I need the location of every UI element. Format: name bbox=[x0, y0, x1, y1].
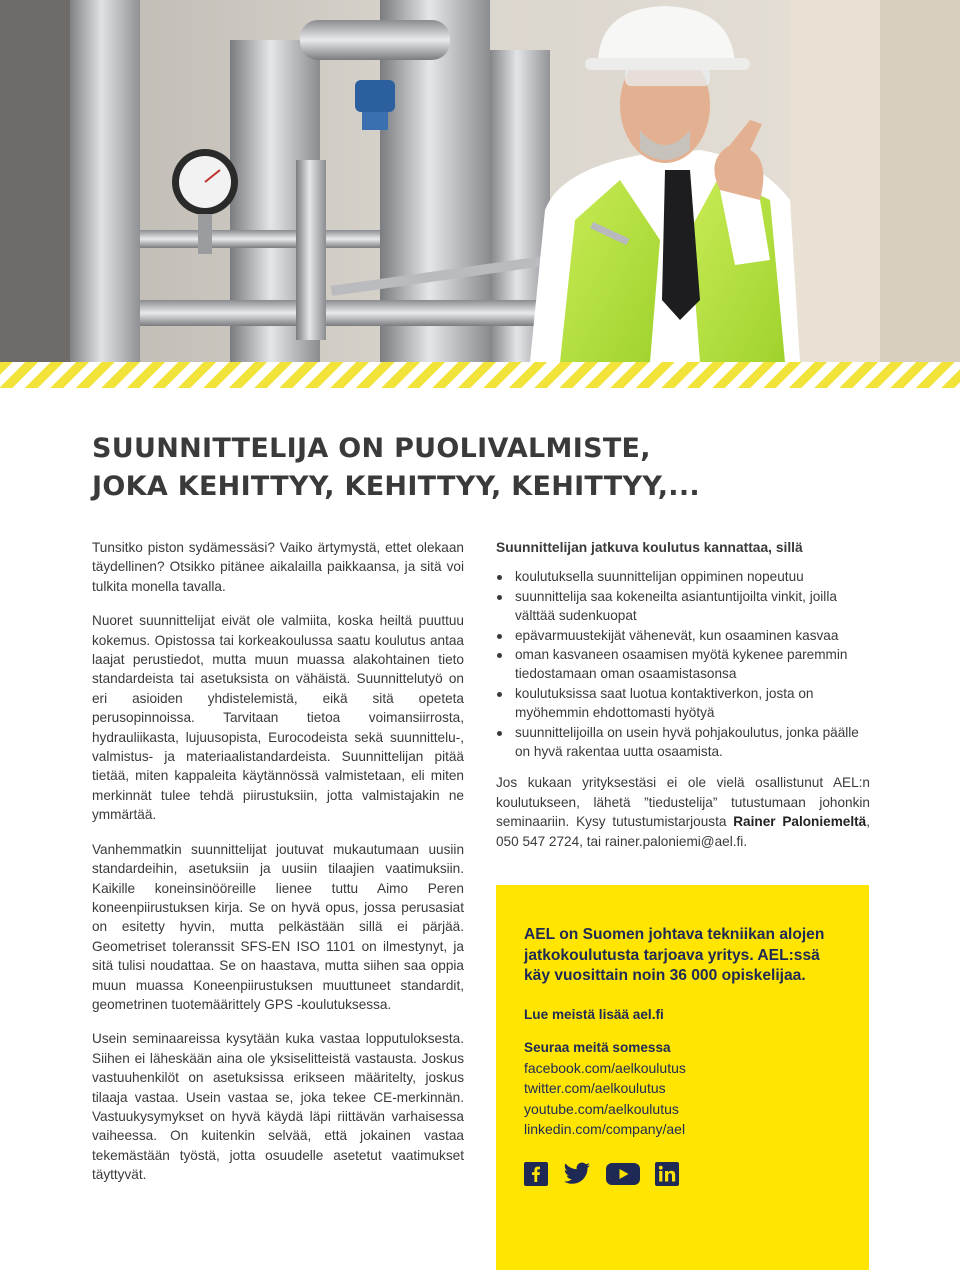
linkedin-link[interactable]: linkedin.com/company/ael bbox=[524, 1121, 686, 1138]
page-title-line-2: JOKA KEHITTYY, KEHITTYY, KEHITTYY,... bbox=[92, 471, 700, 502]
twitter-icon[interactable] bbox=[563, 1162, 591, 1191]
facebook-link[interactable]: facebook.com/aelkoulutus bbox=[524, 1059, 686, 1076]
social-links bbox=[524, 1058, 841, 1140]
benefits-list bbox=[496, 567, 870, 761]
company-lead-text: AEL on Suomen johtava tekniikan alojen jatkokoulutusta tarjoava yritys. AEL:ssä käy vuosittain noin 36 000 opiskelijaa. bbox=[524, 926, 825, 984]
company-info-box bbox=[496, 885, 869, 1270]
facebook-icon[interactable] bbox=[524, 1162, 548, 1191]
youtube-icon[interactable] bbox=[606, 1162, 640, 1191]
read-more-link[interactable]: Lue meistä lisää ael.fi bbox=[524, 1006, 664, 1022]
list-item: koulutuksissa saat luotua kontaktiverkon, josta on myöhemmin ehdottomasti hyötyä bbox=[496, 684, 870, 723]
social-icons bbox=[524, 1162, 841, 1191]
page-title bbox=[92, 430, 892, 506]
benefits-heading: Suunnittelijan jatkuva koulutus kannattaa, sillä bbox=[496, 540, 803, 555]
list-item: epävarmuustekijät vähenevät, kun osaaminen kasvaa bbox=[496, 626, 870, 645]
hero-photo bbox=[0, 0, 960, 362]
twitter-link[interactable]: twitter.com/aelkoulutus bbox=[524, 1080, 666, 1097]
paragraph-responsibility: Usein seminaareissa kysytään kuka vastaa lopputuloksesta. Siihen ei läheskään aina ole yksiselitteistä vastausta. Joskus vastuuhenkilöt on asetuksissa erikseen määritelty, joskus tilaaja vastaa. Usein vastaa se, joka tekee CE-merkinnän. Vastuukysymykset on hyvä käydä läpi riittävän varhaisessa vaiheessa. On kuitenkin selvää, että jokainen vastaa tekemästään työstä, jotta osuudelle asetetut vaatimukset täyttyvät. bbox=[92, 1031, 464, 1183]
closing-text: Jos kukaan yrityksestäsi ei ole vielä osallistunut AEL:n koulutukseen, lähetä ”tiedustelija” tutustumaan johonkin seminaariin. Kysy tutustumistarjousta bbox=[496, 775, 870, 830]
follow-heading: Seuraa meitä somessa bbox=[524, 1039, 671, 1055]
article-body-right bbox=[496, 538, 870, 851]
paragraph-standards: Vanhemmatkin suunnittelijat joutuvat mukautumaan uusiin standardeihin, asetuksiin ja uusiin tilaajien vaatimuksiin. Kaikille koneinsinööreille lienee tuttu Aimo Peren koneenpiirustuksen kirja. Se on hyvä opus, jossa perusasiat on esitetty hyvin, mutta pelkästään sillä ei pärjää. Geometriset toleranssit SFS-EN ISO 1101 on ilmestynyt, ja sitä tulisi noudattaa. Se on haastava, mutta siihen saa oppia muun muassa Koneenpiirustuksen muuttuneet standardit, geometrinen tuotemäärittely GPS -koulutuksessa. bbox=[92, 841, 464, 1012]
paragraph-young-designers: Nuoret suunnittelijat eivät ole valmiita, koska heiltä puuttuu kokemus. Opistossa tai korkeakoulussa saatu koulutus antaa laajat perustiedot, mutta muun muassa alakohtainen tieto standardeista tai asetuksista on vähäistä. Suunnittelutyö on eri asioiden yhdistelemistä, eikä sitä opeteta perusopinnoissa. Tarvitaan tietoa voimansiirrosta, hydrauliikasta, lujuusopista, Eurocodeista sekä suunnittelu-, valmistus- ja materiaalistandardeista. Suunnittelijan pitää tietää, miten kappaleita käytännössä valmistetaan, eli miten merkinnät tulee tehdä piirustuksiin, jotta valmistajakin ne ymmärtää. bbox=[92, 613, 464, 823]
list-item: suunnittelijoilla on usein hyvä pohjakoulutus, jonka päälle on hyvä rakentaa uutta osaamista. bbox=[496, 723, 870, 762]
closing-paragraph bbox=[496, 773, 870, 851]
paragraph-intro: Tunsitko piston sydämessäsi? Vaiko ärtymystä, ettet olekaan täydellinen? Otsikko pitänee aikalailla paikkaansa, ja sitä voi tulkita monella tavalla. bbox=[92, 540, 464, 594]
list-item: koulutuksella suunnittelijan oppiminen nopeutuu bbox=[496, 567, 870, 586]
linkedin-icon[interactable] bbox=[655, 1162, 679, 1191]
hazard-stripe bbox=[0, 362, 960, 388]
youtube-link[interactable]: youtube.com/aelkoulutus bbox=[524, 1100, 679, 1117]
contact-name: Rainer Paloniemeltä bbox=[733, 814, 867, 830]
hero-illustration bbox=[0, 0, 960, 362]
page-title-line-1: SUUNNITTELIJA ON PUOLIVALMISTE, bbox=[92, 433, 651, 464]
article-body-left bbox=[92, 538, 464, 1200]
list-item: oman kasvaneen osaamisen myötä kykenee paremmin tiedostamaan oman osaamistasonsa bbox=[496, 645, 870, 684]
contact-details[interactable]: , 050 547 2724, tai rainer.paloniemi@ael.fi. bbox=[496, 814, 870, 849]
list-item: suunnittelija saa kokeneilta asiantuntijoilta vinkit, joilla välttää sudenkuopat bbox=[496, 587, 870, 626]
